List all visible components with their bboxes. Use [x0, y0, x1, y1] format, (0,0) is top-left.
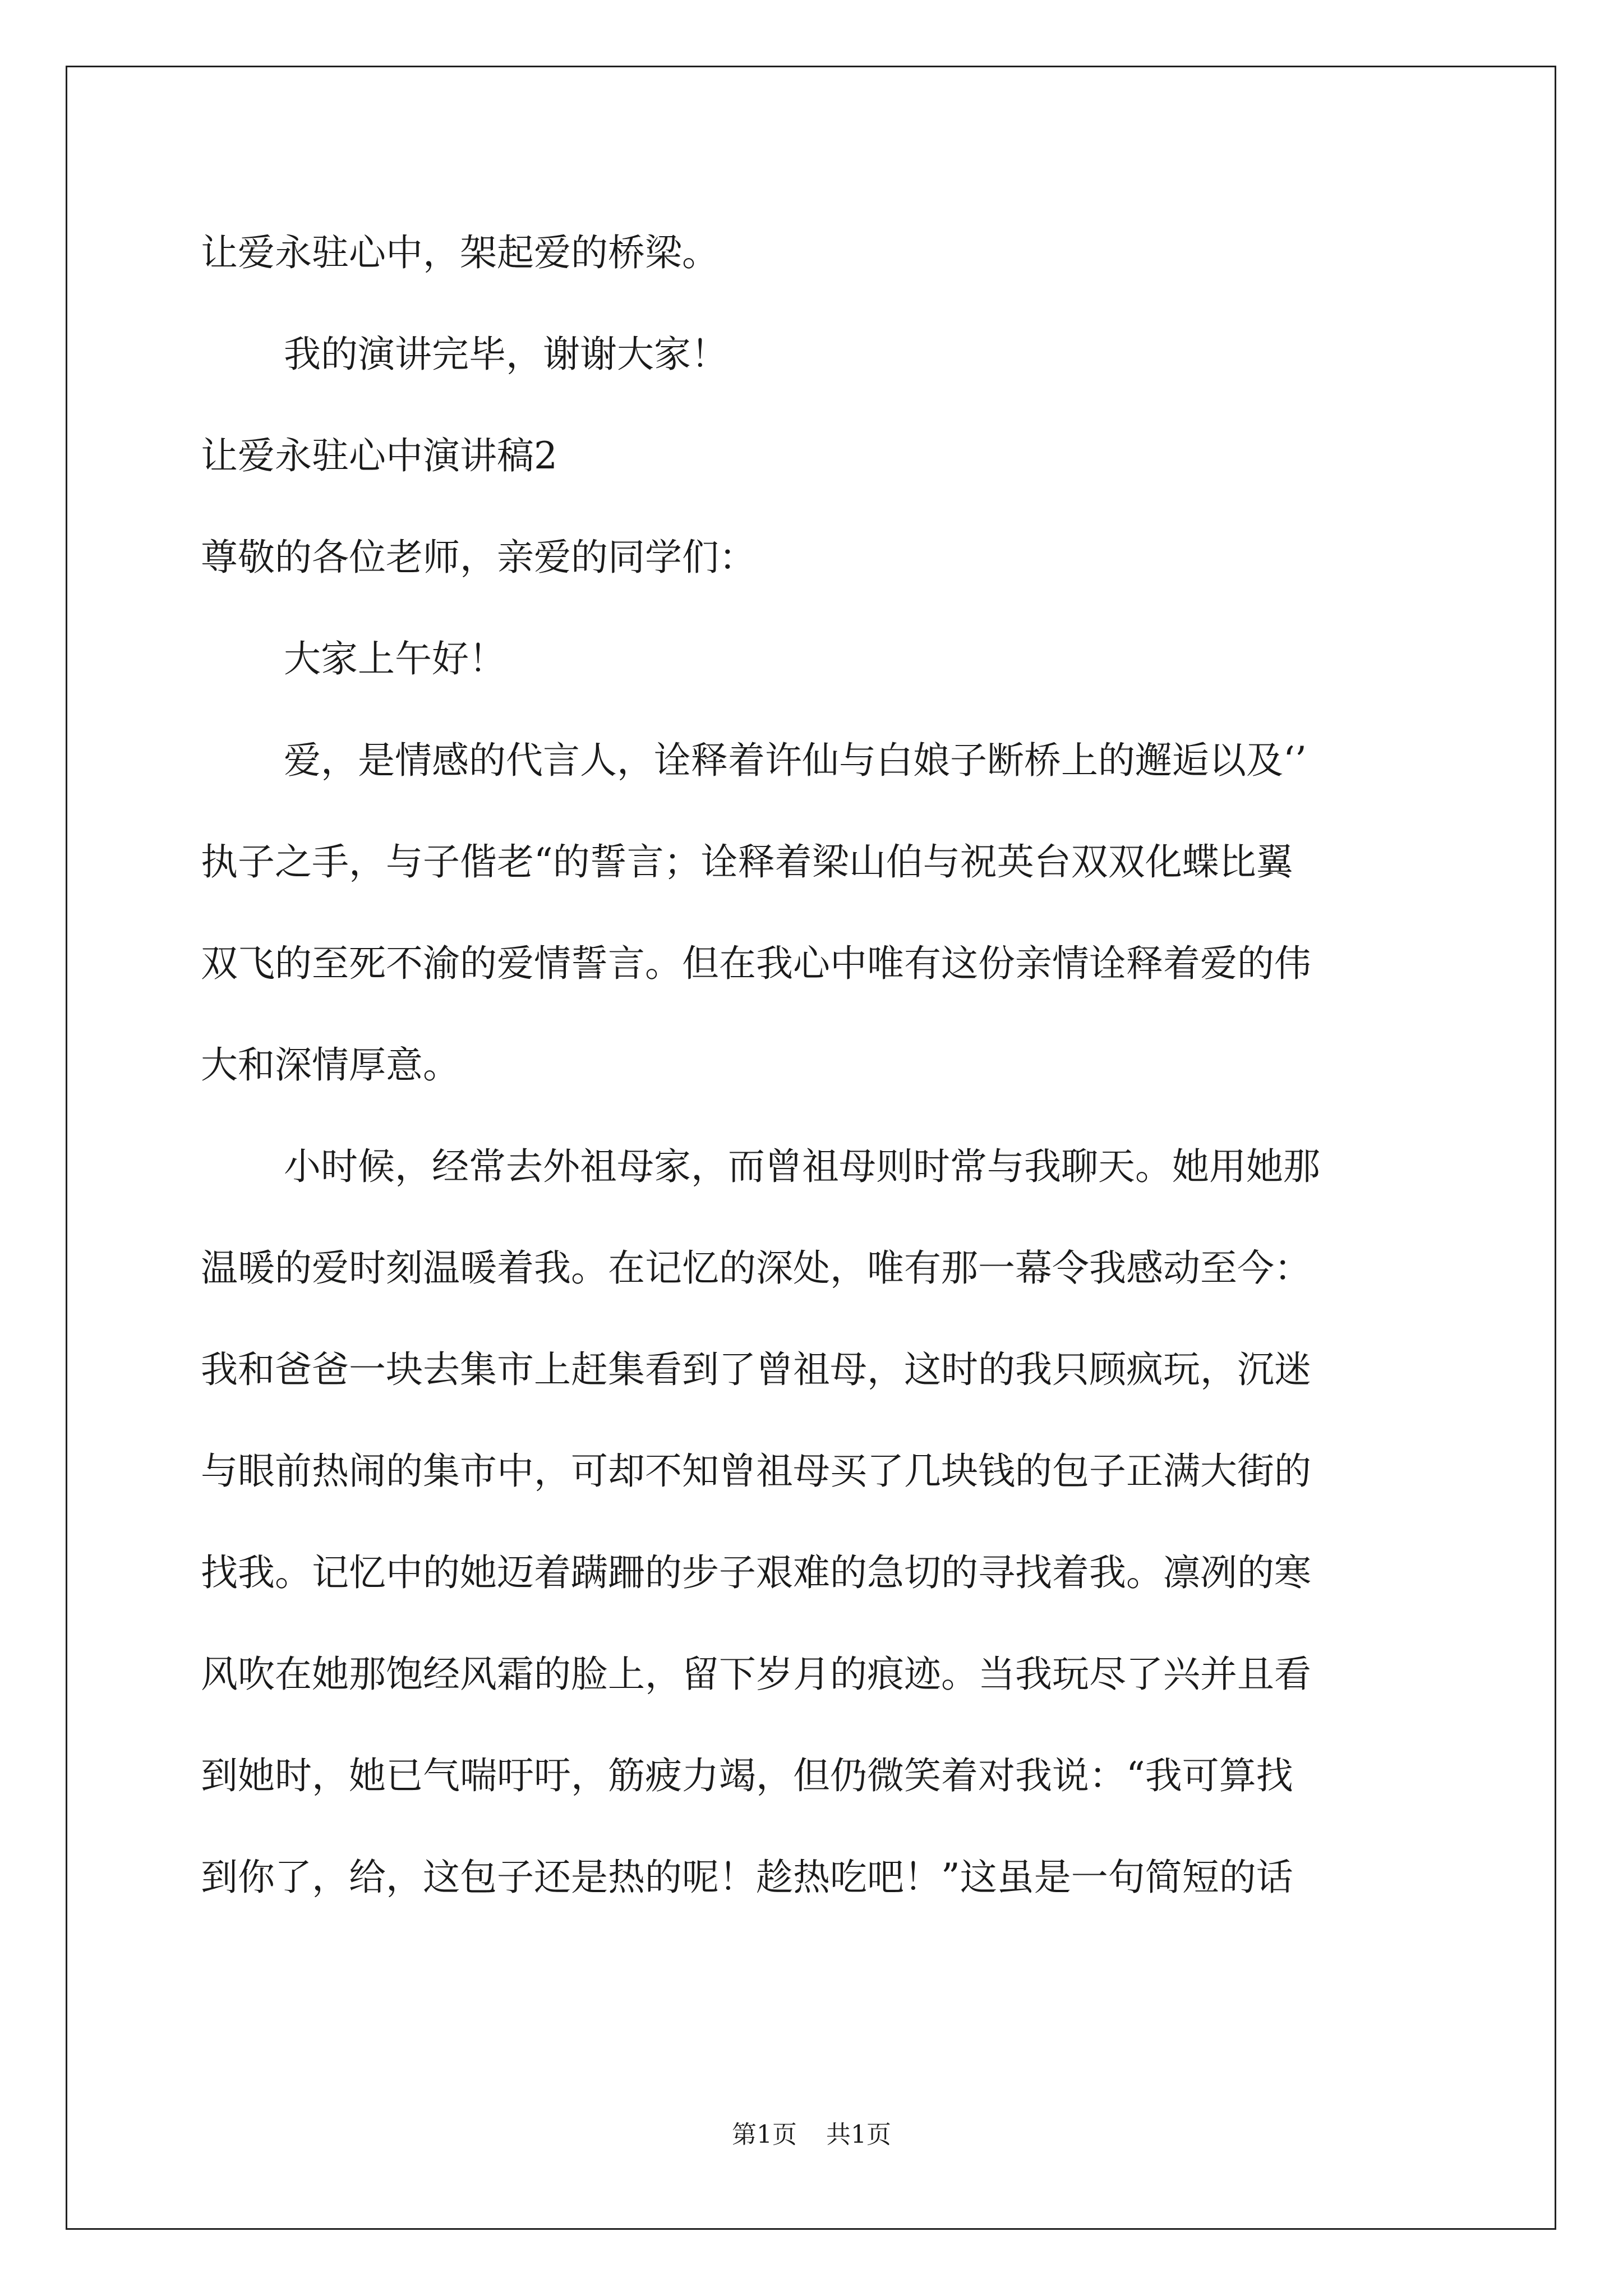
text-line: 让爱永驻心中，架起爱的桥梁。 — [201, 231, 719, 274]
text-line: 我和爸爸一块去集市上赶集看到了曾祖母，这时的我只顾疯玩，沉迷 — [201, 1348, 1311, 1391]
text-line: 执子之手，与子偕老“的誓言；诠释着梁山伯与祝英台双双化蝶比翼 — [201, 840, 1293, 884]
section-title: 让爱永驻心中演讲稿2 — [201, 434, 557, 477]
text-line: 到她时，她已气喘吁吁，筋疲力竭，但仍微笑着对我说：“我可算找 — [201, 1754, 1293, 1797]
text-line: 找我。记忆中的她迈着蹒跚的步子艰难的急切的寻找着我。凛冽的寒 — [201, 1551, 1311, 1594]
document-body — [201, 202, 1429, 1928]
text-line: 小时候，经常去外祖母家，而曾祖母则时常与我聊天。她用她那 — [284, 1145, 1320, 1188]
text-line: 与眼前热闹的集市中，可却不知曾祖母买了几块钱的包子正满大街的 — [201, 1450, 1311, 1493]
text-line: 大和深情厚意。 — [201, 1043, 460, 1087]
page-footer — [0, 2118, 1623, 2152]
text-line: 风吹在她那饱经风霜的脸上，留下岁月的痕迹。当我玩尽了兴并且看 — [201, 1653, 1311, 1696]
text-line: 我的演讲完毕，谢谢大家！ — [284, 333, 728, 376]
text-line: 大家上午好！ — [284, 637, 506, 680]
text-line: 爱，是情感的代言人，诠释着许仙与白娘子断桥上的邂逅以及‘’ — [284, 739, 1307, 782]
page-number: 第1页 — [732, 2120, 797, 2149]
page-total: 共1页 — [826, 2120, 891, 2149]
text-line: 温暖的爱时刻温暖着我。在记忆的深处，唯有那一幕令我感动至今： — [201, 1246, 1311, 1290]
text-line: 到你了，给，这包子还是热的呢！趁热吃吧！”这虽是一句简短的话 — [201, 1856, 1293, 1899]
salutation: 尊敬的各位老师，亲爱的同学们： — [201, 536, 756, 579]
text-line: 双飞的至死不渝的爱情誓言。但在我心中唯有这份亲情诠释着爱的伟 — [201, 942, 1311, 985]
